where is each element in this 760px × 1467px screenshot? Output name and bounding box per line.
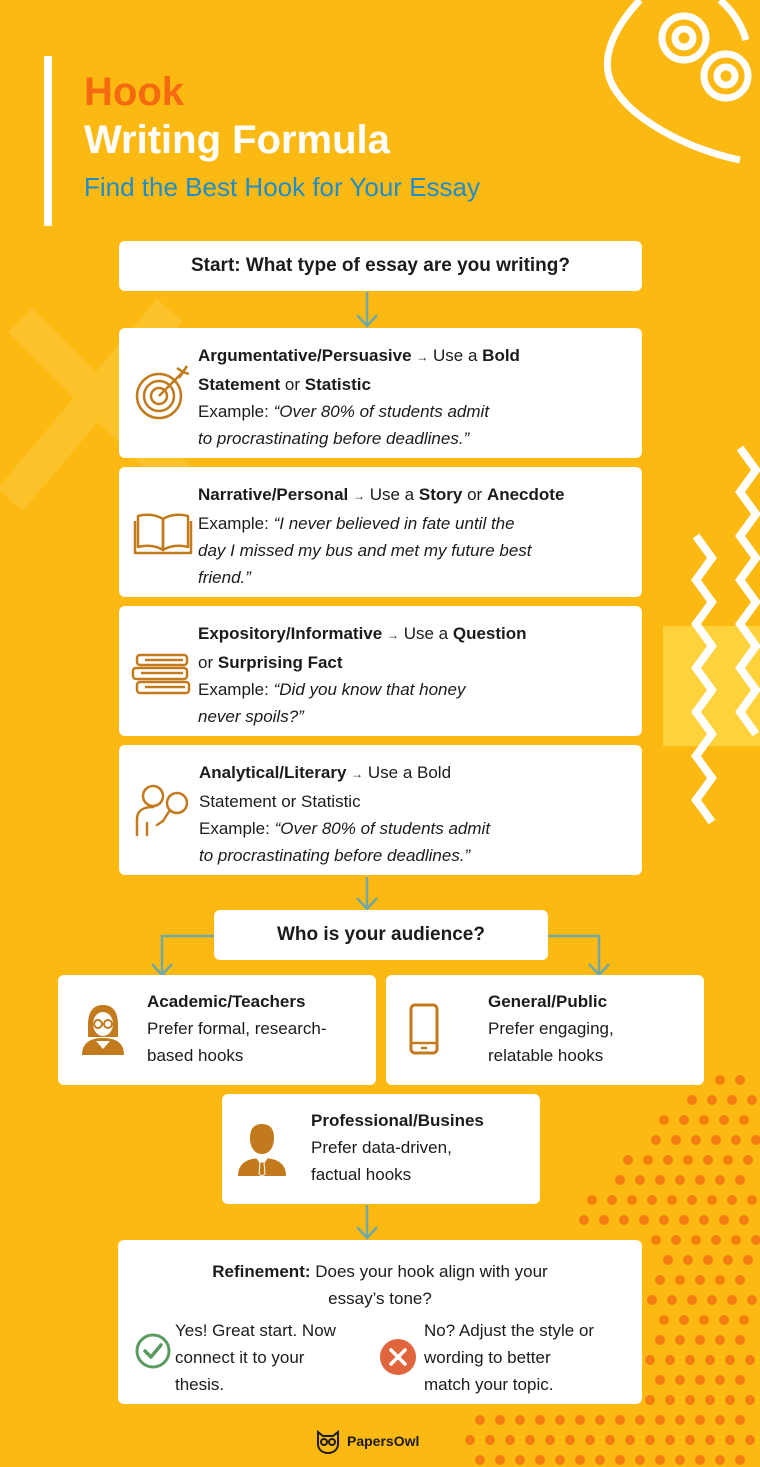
audience-description: Prefer data-driven, bbox=[311, 1138, 452, 1157]
or-label: or bbox=[284, 375, 301, 394]
arrow-icon: → bbox=[351, 767, 364, 781]
check-circle-icon bbox=[134, 1332, 172, 1370]
example-text: “Over 80% of students admit bbox=[273, 402, 490, 421]
cross-circle-icon bbox=[379, 1338, 417, 1376]
audience-card-academic bbox=[58, 975, 376, 1085]
example-label: Example: bbox=[198, 402, 269, 421]
yes-answer-text: connect it to your bbox=[175, 1348, 305, 1367]
audience-card-general bbox=[386, 975, 704, 1085]
example-label: Example: bbox=[198, 514, 269, 533]
books-stack-icon bbox=[131, 652, 193, 696]
target-icon bbox=[133, 362, 193, 422]
example-text: “Did you know that honey bbox=[273, 680, 466, 699]
yes-answer-text: Yes! Great start. Now bbox=[175, 1321, 336, 1340]
refinement-label: Refinement: bbox=[212, 1262, 311, 1281]
hook-line: Statement or Statistic bbox=[199, 792, 361, 811]
essay-type-card-analytical bbox=[119, 745, 642, 875]
hook-type: Statistic bbox=[304, 375, 371, 394]
page-title-hook: Hook bbox=[84, 70, 184, 114]
teacher-icon bbox=[80, 1003, 126, 1055]
hook-type: Anecdote bbox=[486, 485, 565, 504]
arrow-icon: → bbox=[386, 628, 399, 642]
hook-type: Bold bbox=[482, 346, 520, 365]
businessman-icon bbox=[236, 1122, 288, 1176]
example-text: “I never believed in fate until the bbox=[273, 514, 515, 533]
hook-type: Question bbox=[452, 624, 527, 643]
arrow-icon: → bbox=[416, 350, 429, 364]
footer-brand bbox=[315, 1428, 419, 1454]
person-magnifier-icon bbox=[133, 783, 193, 837]
hook-type: Statement bbox=[198, 375, 281, 394]
essay-type-name: Argumentative/Persuasive bbox=[198, 346, 412, 365]
audience-description: relatable hooks bbox=[488, 1046, 604, 1065]
book-icon bbox=[133, 511, 193, 555]
audience-title: Professional/Busines bbox=[311, 1111, 484, 1130]
hook-use-label: Use a bbox=[369, 485, 415, 504]
example-text: never spoils?” bbox=[198, 707, 304, 726]
essay-type-card-expository bbox=[119, 606, 642, 736]
audience-description: factual hooks bbox=[311, 1165, 412, 1184]
essay-type-name: Analytical/Literary bbox=[199, 763, 347, 782]
audience-description: Prefer formal, research- bbox=[147, 1019, 327, 1038]
hook-use-label: Use a bbox=[403, 624, 449, 643]
or-label: or bbox=[198, 653, 214, 672]
essay-type-card-narrative bbox=[119, 467, 642, 597]
example-text: “Over 80% of students admit bbox=[274, 819, 491, 838]
hook-use-label: Use a Bold bbox=[367, 763, 452, 782]
audience-question-card bbox=[214, 910, 548, 960]
example-text: day I missed my bus and met my future best bbox=[198, 541, 532, 560]
or-label: or bbox=[467, 485, 483, 504]
audience-title: Academic/Teachers bbox=[147, 992, 306, 1011]
audience-question-text: Who is your audience? bbox=[277, 924, 485, 945]
no-answer-text: match your topic. bbox=[424, 1375, 554, 1394]
hook-type: Story bbox=[418, 485, 463, 504]
essay-type-name: Narrative/Personal bbox=[198, 485, 349, 504]
example-text: friend.” bbox=[198, 568, 251, 587]
example-label: Example: bbox=[198, 680, 269, 699]
essay-type-card-argumentative bbox=[119, 328, 642, 458]
page-title-formula: Writing Formula bbox=[84, 118, 390, 162]
smartphone-icon bbox=[408, 1003, 440, 1055]
no-answer-text: No? Adjust the style or bbox=[424, 1321, 595, 1340]
hook-use-label: Use a bbox=[433, 346, 478, 365]
audience-card-professional bbox=[222, 1094, 540, 1204]
audience-title: General/Public bbox=[488, 992, 608, 1011]
yes-answer-text: thesis. bbox=[175, 1375, 225, 1394]
example-label: Example: bbox=[199, 819, 270, 838]
start-question-text: Start: What type of essay are you writing? bbox=[190, 255, 571, 276]
essay-type-name: Expository/Informative bbox=[198, 624, 383, 643]
audience-description: based hooks bbox=[147, 1046, 244, 1065]
refinement-card bbox=[118, 1240, 642, 1404]
refinement-question: essay’s tone? bbox=[328, 1289, 432, 1308]
audience-description: Prefer engaging, bbox=[488, 1019, 614, 1038]
brand-name: PapersOwl bbox=[347, 1433, 420, 1449]
hook-type: Surprising Fact bbox=[217, 653, 343, 672]
page-subtitle: Find the Best Hook for Your Essay bbox=[84, 172, 480, 202]
owl-logo-icon bbox=[315, 1428, 341, 1454]
refinement-question: Does your hook align with your bbox=[315, 1262, 548, 1281]
arrow-icon: → bbox=[352, 489, 365, 503]
no-answer-text: wording to better bbox=[424, 1348, 551, 1367]
example-text: to procrastinating before deadlines.” bbox=[199, 846, 471, 865]
example-text: to procrastinating before deadlines.” bbox=[198, 429, 470, 448]
